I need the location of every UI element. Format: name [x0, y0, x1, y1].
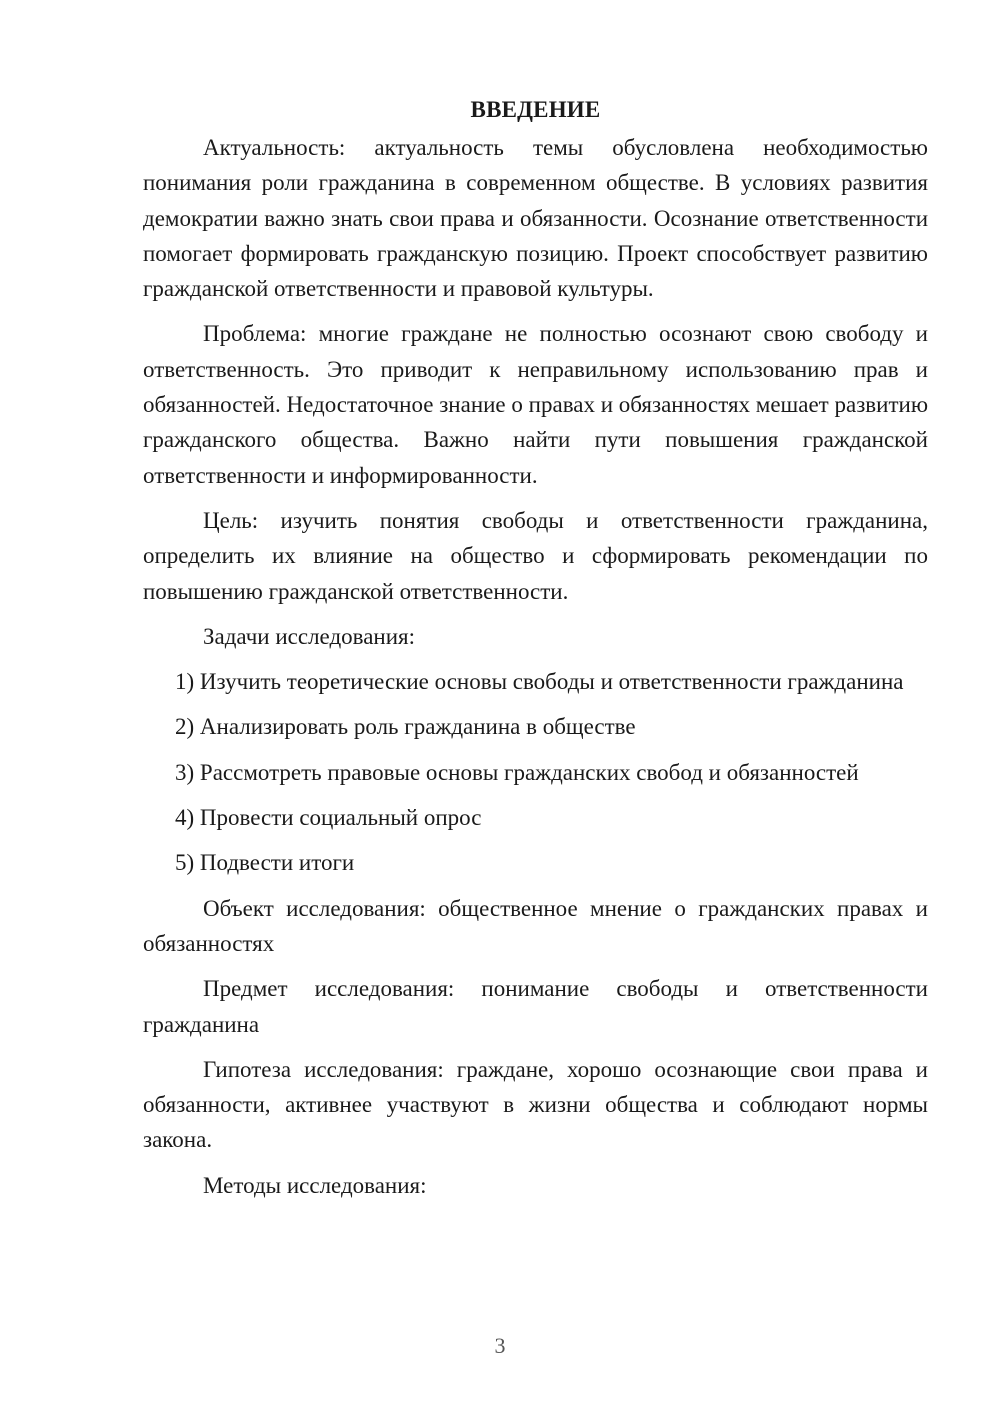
task-item-5: 5) Подвести итоги [175, 850, 355, 876]
methods-heading: Методы исследования: [203, 1172, 427, 1198]
task-item-2: 2) Анализировать роль гражданина в обществе [175, 714, 636, 740]
relevance-paragraph: Актуальность: актуальность темы обусловлена необходимостью понимания роли гражданина в современном обществе. В условиях развития демократии важно знать свои права и обязанности. Осознание ответственности помогает формировать гражданскую позицию. Проект способствует развитию гражданской ответственности и правовой культуры. [143, 135, 928, 302]
task-item-4: 4) Провести социальный опрос [175, 805, 482, 831]
hypothesis-paragraph: Гипотеза исследования: граждане, хорошо осознающие свои права и обязанности, активнее участвуют в жизни общества и соблюдают нормы закона. [143, 1056, 928, 1153]
document-page [143, 92, 928, 1213]
subject-paragraph: Предмет исследования: понимание свободы и ответственности гражданина [143, 976, 928, 1037]
page-title: ВВЕДЕНИЕ [470, 97, 601, 122]
problem-paragraph: Проблема: многие граждане не полностью осознают свою свободу и ответственность. Это приводит к неправильному использованию прав и обязанностей. Недостаточное знание о правах и обязанностях мешает развитию гражданского общества. Важно найти пути повышения гражданской ответственности и информированности. [143, 321, 928, 488]
page-number: 3 [494, 1333, 506, 1358]
goal-paragraph: Цель: изучить понятия свободы и ответственности гражданина, определить их влияние на общество и сформировать рекомендации по повышению гражданской ответственности. [143, 507, 928, 604]
task-item-1: 1) Изучить теоретические основы свободы и ответственности гражданина [175, 669, 904, 695]
tasks-heading: Задачи исследования: [203, 623, 416, 649]
task-item-3: 3) Рассмотреть правовые основы гражданских свобод и обязанностей [175, 759, 859, 785]
object-paragraph: Объект исследования: общественное мнение о гражданских правах и обязанностях [143, 895, 928, 956]
